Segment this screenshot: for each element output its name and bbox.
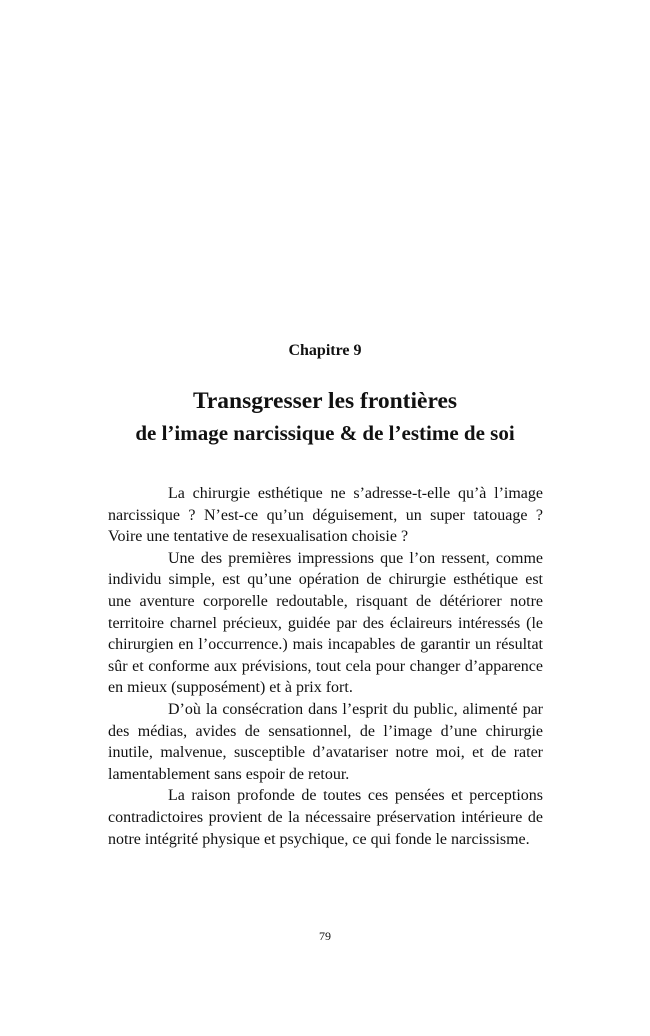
paragraph: D’où la consécration dans l’esprit du public, alimenté par des médias, avides de sensationnel, de l’image d’une chirurgie inutile, malvenue, susceptible d’avatariser notre moi, et de rater lamentablement sans espoir de retour. bbox=[108, 700, 543, 783]
paragraph: Une des premières impressions que l’on ressent, comme individu simple, est qu’une opération de chirurgie esthétique est une aventure corporelle redoutable, risquant de détériorer notre territoire charnel précieux, guidée par des éclaireurs intéressés (le chirurgien en l’occurrence.) mais incapables de garantir un résultat sûr et conforme aux prévisions, tout cela pour changer d’apparence en mieux (supposément) et à prix fort. bbox=[108, 549, 543, 697]
chapter-label: Chapitre 9 bbox=[288, 342, 362, 359]
paragraph: La chirurgie esthétique ne s’adresse-t-elle qu’à l’image narcissique ? N’est-ce qu’un déguisement, un super tatouage ? Voire une tentative de resexualisation choisie ? bbox=[108, 485, 543, 546]
body-text bbox=[108, 483, 543, 850]
paragraph: La raison profonde de toutes ces pensées et perceptions contradictoires provient de la nécessaire préservation intérieure de notre intégrité physique et psychique, ce qui fonde le narcissisme. bbox=[108, 787, 543, 848]
page-number: 79 bbox=[319, 929, 331, 943]
chapter-subtitle: de l’image narcissique & de l’estime de soi bbox=[135, 421, 515, 445]
chapter-title: Transgresser les frontières bbox=[192, 388, 458, 414]
